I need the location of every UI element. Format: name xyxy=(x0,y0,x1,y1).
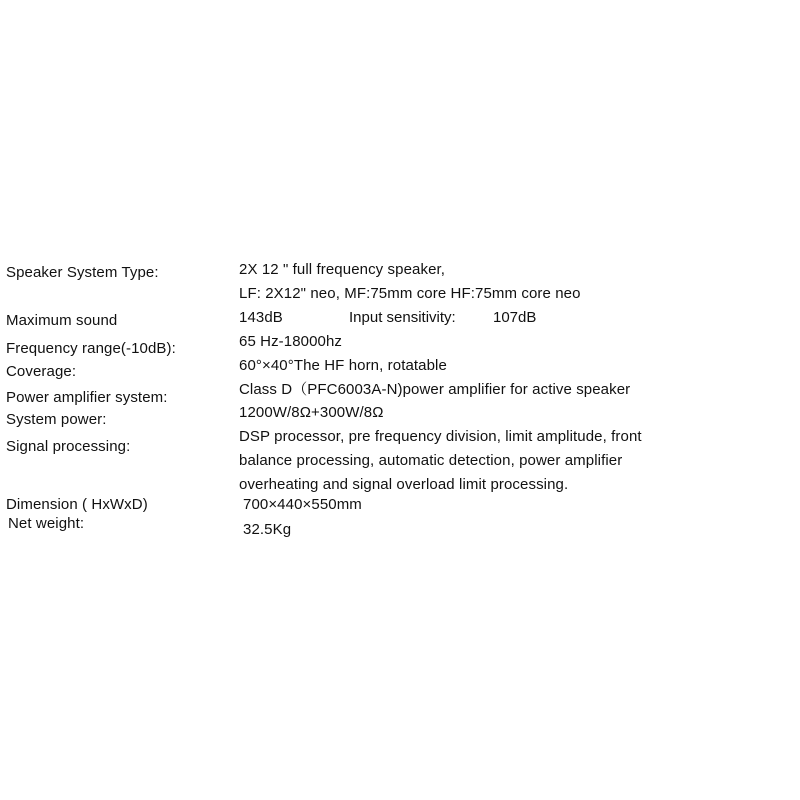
speaker-system-type-value-line1: 2X 12 " full frequency speaker, xyxy=(239,261,446,278)
signal-processing-value-line2: balance processing, automatic detection, power amplifier xyxy=(239,452,623,469)
net-weight-value: 32.5Kg xyxy=(243,521,292,538)
coverage-value: 60°×40°The HF horn, rotatable xyxy=(239,357,447,374)
signal-processing-value-line3: overheating and signal overload limit processing. xyxy=(239,476,569,493)
input-sensitivity-label: Input sensitivity: xyxy=(349,309,456,326)
signal-processing-value-line1: DSP processor, pre frequency division, limit amplitude, front xyxy=(239,428,642,445)
speaker-system-type-value-line2: LF: 2X12" neo, MF:75mm core HF:75mm core neo xyxy=(239,285,581,302)
input-sensitivity-value: 107dB xyxy=(493,309,537,326)
frequency-range-value: 65 Hz-18000hz xyxy=(239,333,343,350)
coverage-label: Coverage: xyxy=(6,363,77,380)
frequency-range-label: Frequency range(-10dB): xyxy=(6,340,176,357)
power-amplifier-system-value: Class D（PFC6003A-N)power amplifier for active speaker xyxy=(239,381,631,398)
signal-processing-label: Signal processing: xyxy=(6,438,131,455)
maximum-sound-label: Maximum sound xyxy=(6,312,118,329)
power-amplifier-system-label: Power amplifier system: xyxy=(6,389,168,406)
system-power-value: 1200W/8Ω+300W/8Ω xyxy=(239,404,384,421)
speaker-system-type-label: Speaker System Type: xyxy=(6,264,159,281)
net-weight-label: Net weight: xyxy=(8,515,85,532)
system-power-label: System power: xyxy=(6,411,107,428)
dimension-label: Dimension ( HxWxD) xyxy=(6,496,148,513)
maximum-sound-value: 143dB xyxy=(239,309,283,326)
dimension-value: 700×440×550mm xyxy=(243,496,362,513)
